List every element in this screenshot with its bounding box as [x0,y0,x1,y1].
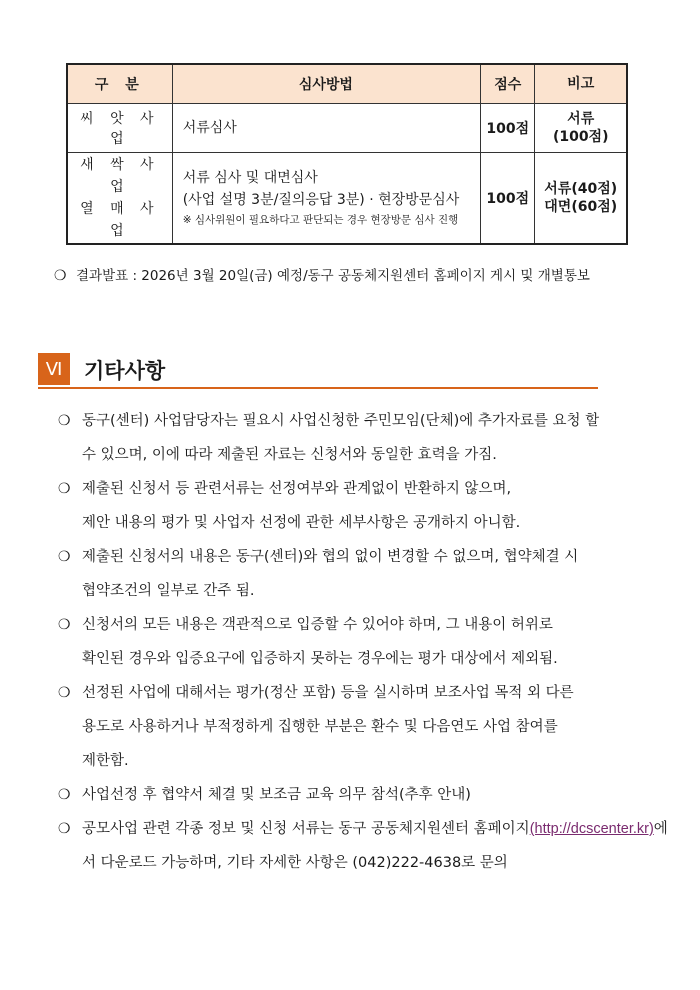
item-line: 동구(센터) 사업담당자는 필요시 사업신청한 주민모임(단체)에 추가자료를 요청 할 [82,413,600,429]
list-item [58,778,668,812]
homepage-link[interactable]: (http://dcscenter.kr) [529,821,654,837]
item-line: 수 있으며, 이에 따라 제출된 자료는 신청서와 동일한 효력을 가짐. [82,447,497,463]
row1-score: 100점 [481,104,535,153]
circle-bullet-icon: ❍ [58,617,71,633]
row1-category [67,104,172,153]
item-line: 제안 내용의 평가 및 사업자 선정에 관한 세부사항은 공개하지 아니함. [82,515,521,531]
item-line: 신청서의 모든 내용은 객관적으로 입증할 수 있어야 하며, 그 내용이 허위로 [82,617,553,633]
row2-score: 100점 [481,153,535,245]
item-line: 서 다운로드 가능하며, 기타 자세한 사항은 (042)222-4638로 문의 [82,855,508,871]
circle-bullet-icon: ❍ [58,549,71,565]
list-item [58,472,668,540]
item-line: 제한함. [82,753,129,769]
evaluation-table [66,63,628,245]
circle-bullet-icon: ❍ [58,481,71,497]
header-remark: 비고 [535,64,627,104]
list-item [58,812,668,880]
item-text: 에 [653,821,668,837]
result-notice [54,264,590,284]
circle-bullet-icon: ❍ [54,268,67,284]
item-line: 용도로 사용하거나 부적정하게 집행한 부분은 환수 및 다음연도 사업 참여를 [82,719,558,735]
category-label: 씨 앗 사 업 [80,111,160,147]
table-header-row [67,64,627,104]
circle-bullet-icon: ❍ [58,787,71,803]
remark-line: 대면(60점) [544,199,618,215]
item-line: 사업선정 후 협약서 체결 및 보조금 교육 의무 참석(추후 안내) [82,787,471,803]
method-note: ※ 심사위원이 필요하다고 판단되는 경우 현장방문 심사 진행 [182,214,459,226]
row2-category [67,153,172,245]
method-line: 서류 심사 및 대면심사 [182,170,318,186]
section-number-badge: Ⅵ [38,353,70,385]
item-line: 확인된 경우와 입증요구에 입증하지 못하는 경우에는 평가 대상에서 제외됨. [82,651,558,667]
result-notice-text: 결과발표 : 2026년 3월 20일(금) 예정/동구 공동체지원센터 홈페이지 게시 및 개별통보 [76,268,590,284]
remark-line: 서류(40점) [544,181,618,197]
method-line: (사업 설명 3분/질의응답 3분) · 현장방문심사 [182,192,460,208]
item-text: 공모사업 관련 각종 정보 및 신청 서류는 동구 공동체지원센터 홈페이지 [82,821,530,837]
list-item [58,540,668,608]
category-label: 새 싹 사 업 [80,157,160,195]
row1-remark [535,104,627,153]
remark-line: (100점) [552,129,609,145]
row2-method [172,153,480,245]
method-line: 서류심사 [182,120,237,136]
table-row [67,153,627,245]
remark-line: 서류 [567,111,595,127]
list-item [58,676,668,778]
table-row [67,104,627,153]
circle-bullet-icon: ❍ [58,821,71,837]
header-method: 심사방법 [172,64,480,104]
list-item [58,608,668,676]
item-line: 제출된 신청서의 내용은 동구(센터)와 협의 없이 변경할 수 없으며, 협약체결 시 [82,549,579,565]
header-score: 점수 [481,64,535,104]
header-category: 구 분 [67,64,172,104]
item-line: 선정된 사업에 대해서는 평가(정산 포함) 등을 실시하며 보조사업 목적 외 다른 [82,685,574,701]
list-item [58,404,668,472]
section-heading [38,353,598,389]
notes-list [58,404,668,880]
item-line [82,812,668,846]
row2-remark [535,153,627,245]
circle-bullet-icon: ❍ [58,413,71,429]
circle-bullet-icon: ❍ [58,685,71,701]
section-title: 기타사항 [84,359,166,383]
item-line: 협약조건의 일부로 간주 됨. [82,583,255,599]
category-label: 열 매 사 업 [80,201,160,239]
row1-method [172,104,480,153]
item-line: 제출된 신청서 등 관련서류는 선정여부와 관계없이 반환하지 않으며, [82,481,512,497]
